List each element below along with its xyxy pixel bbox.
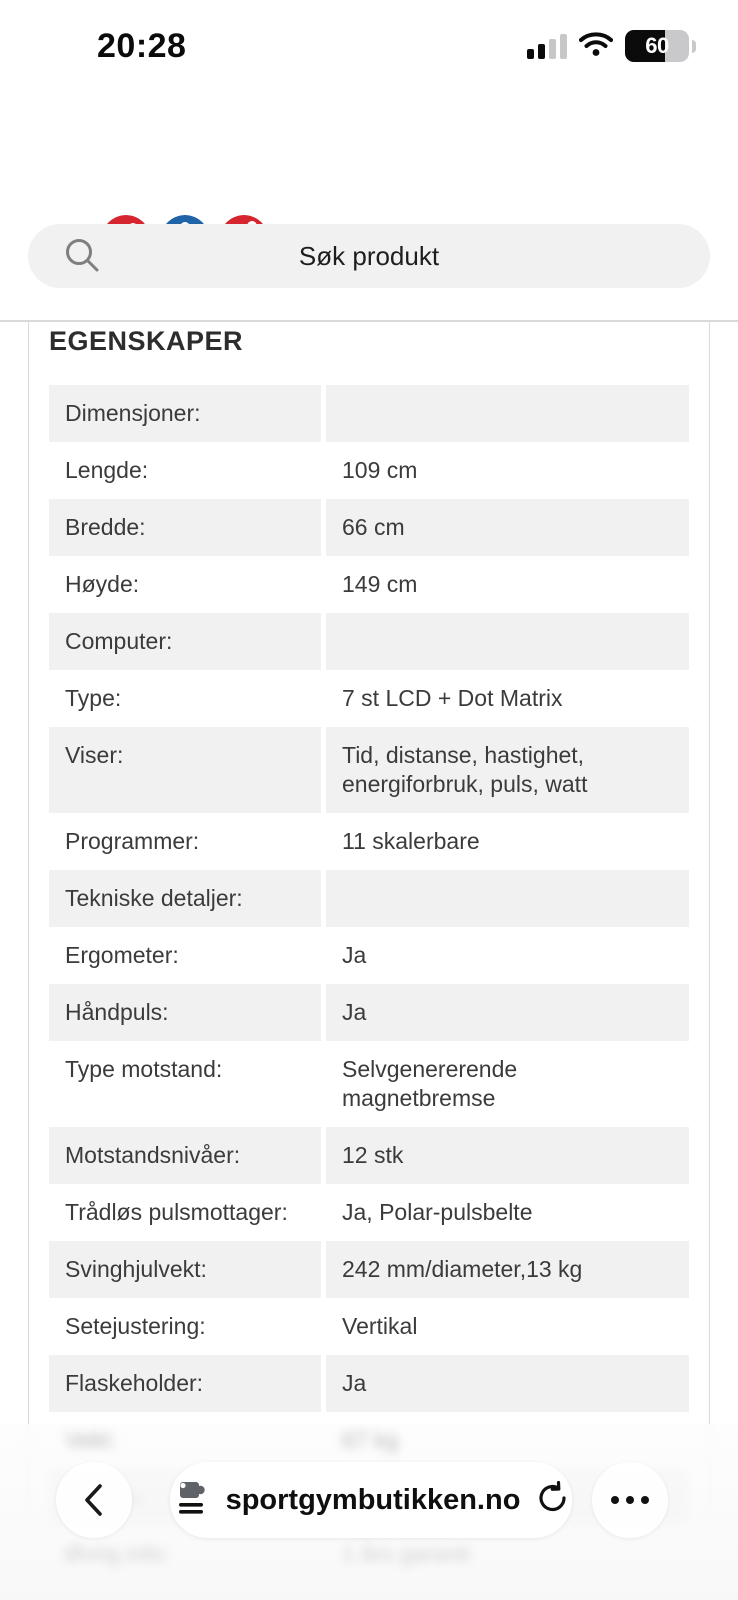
spec-label: Dimensjoner: xyxy=(49,385,321,442)
clock: 20:28 xyxy=(97,27,187,65)
spec-label: Flaskeholder: xyxy=(49,1355,321,1412)
table-row xyxy=(49,927,689,984)
spec-label: Svinghjulvekt: xyxy=(49,1241,321,1298)
spec-label: Motstandsnivåer: xyxy=(49,1127,321,1184)
table-row xyxy=(49,1355,689,1412)
reload-icon[interactable] xyxy=(536,1481,570,1520)
table-row xyxy=(49,1127,689,1184)
spec-label: Type motstand: xyxy=(65,1056,223,1082)
spec-label: Type: xyxy=(65,685,122,711)
cell-signal-icon xyxy=(527,33,567,59)
spec-value: Tid, distanse, hastighet, energiforbruk, puls, watt xyxy=(326,727,689,813)
spec-value xyxy=(326,385,689,442)
spec-value xyxy=(326,870,689,927)
wifi-icon xyxy=(579,31,613,62)
table-row xyxy=(49,1298,689,1355)
spec-value: Vertikal xyxy=(342,1313,418,1339)
spec-value: 66 cm xyxy=(326,499,689,556)
spec-value: Ja, Polar-pulsbelte xyxy=(342,1199,533,1225)
table-row xyxy=(49,1241,689,1298)
spec-label: Håndpuls: xyxy=(49,984,321,1041)
search-icon xyxy=(62,235,104,282)
spec-value: Selvgenererende magnetbremse xyxy=(342,1056,518,1111)
spec-table xyxy=(49,385,689,1583)
spec-label: Lengde: xyxy=(65,457,149,483)
spec-label: Viser: xyxy=(49,727,321,813)
spec-value: 7 st LCD + Dot Matrix xyxy=(342,685,563,711)
address-url: sportgymbutikken.no xyxy=(225,1483,521,1516)
search-placeholder: Søk produkt xyxy=(298,240,440,271)
spec-label: Computer: xyxy=(49,613,321,670)
table-row xyxy=(49,727,689,813)
browser-more-button[interactable] xyxy=(592,1462,668,1538)
table-row xyxy=(49,499,689,556)
chevron-left-icon xyxy=(81,1481,107,1519)
spec-value: Ja xyxy=(326,984,689,1041)
ellipsis-icon xyxy=(611,1496,649,1504)
spec-label: Høyde: xyxy=(65,571,140,597)
section-title: EGENSKAPER xyxy=(49,326,244,356)
status-bar xyxy=(0,0,738,95)
battery-icon xyxy=(625,30,689,62)
table-row xyxy=(49,984,689,1041)
spec-value: Ja xyxy=(342,942,367,968)
spec-value: 109 cm xyxy=(342,457,418,483)
table-row xyxy=(49,813,689,870)
browser-address-bar[interactable] xyxy=(170,1462,572,1538)
spec-label: Trådløs pulsmottager: xyxy=(65,1199,288,1225)
battery-nub xyxy=(692,40,696,53)
table-row xyxy=(49,1184,689,1241)
spec-value: 242 mm/diameter,13 kg xyxy=(326,1241,689,1298)
table-row xyxy=(49,670,689,727)
table-row xyxy=(49,442,689,499)
spec-label: Setejustering: xyxy=(65,1313,206,1339)
page-menu-extensions-icon[interactable] xyxy=(172,1479,210,1522)
table-row xyxy=(49,870,689,927)
spec-label: Programmer: xyxy=(65,828,200,854)
status-icons xyxy=(527,30,696,62)
browser-back-button[interactable] xyxy=(56,1462,132,1538)
spec-label: Ergometer: xyxy=(65,942,179,968)
table-row xyxy=(49,1041,689,1127)
table-row xyxy=(49,385,689,442)
search-bar[interactable] xyxy=(28,224,710,288)
spec-label: Tekniske detaljer: xyxy=(49,870,321,927)
table-row xyxy=(49,556,689,613)
spec-value: 11 skalerbare xyxy=(342,828,480,854)
spec-value: Ja xyxy=(326,1355,689,1412)
spec-value xyxy=(326,613,689,670)
spec-label: Bredde: xyxy=(49,499,321,556)
spec-value: 149 cm xyxy=(342,571,418,597)
product-specs-card xyxy=(28,322,710,1600)
battery-percent: 60 xyxy=(645,33,669,58)
table-row xyxy=(49,613,689,670)
spec-value: 12 stk xyxy=(326,1127,689,1184)
site-header xyxy=(0,95,738,220)
